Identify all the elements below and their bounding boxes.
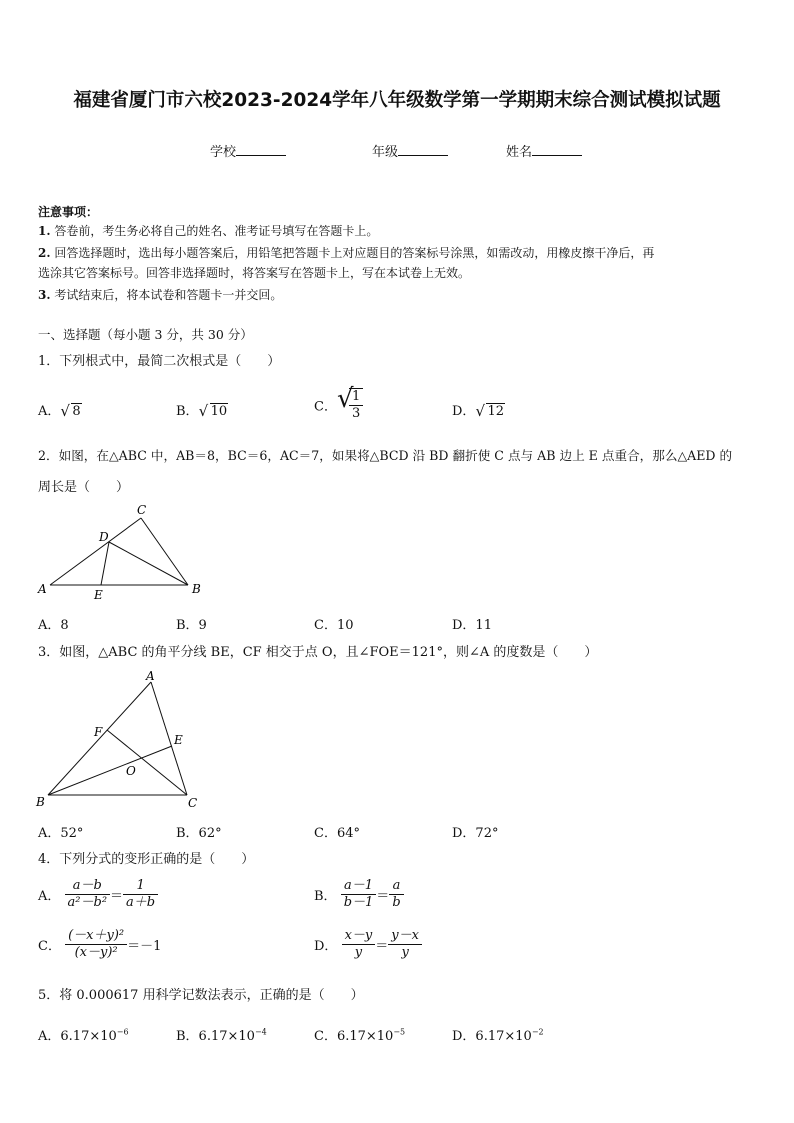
grade-field[interactable] — [372, 141, 448, 160]
name-field[interactable] — [506, 141, 582, 160]
name-label: 姓名 — [506, 145, 533, 160]
q2-option-c[interactable]: C．10 — [314, 618, 354, 633]
q3-bisector-be — [48, 746, 172, 795]
q3-label-f: F — [94, 725, 103, 739]
q1-option-d[interactable]: D． √ 12 — [452, 402, 504, 420]
q3-figure — [30, 668, 210, 817]
q4-option-c[interactable]: C． $\frac{\text{(－x＋y)²}}{\text{(x－y)²}}$ ＝－1 — [38, 928, 162, 960]
q3-label-b: B — [36, 795, 45, 809]
q1-stem: 1．下列根式中，最简二次根式是（ ） — [38, 354, 281, 369]
q5-stem: 5．将 0.000617 用科学记数法表示，正确的是（ ） — [38, 988, 364, 1003]
q4-option-b[interactable]: B． $\frac{a-1}{b-1}$ ＝ $\frac{a}{b}$ — [314, 878, 404, 911]
q2-stem-line2: 周长是（ ） — [38, 480, 130, 495]
q2-option-b[interactable]: B．9 — [176, 618, 207, 633]
q2-label-e: E — [94, 588, 103, 602]
note-3: 3. 考试结束后，将本试卷和答题卡一并交回。 — [38, 288, 283, 302]
note-2a: 2. 回答选择题时，选出每小题答案后，用铅笔把答题卡上对应题目的答案标号涂黑，如需改动，用橡皮擦干净后，再 — [38, 246, 655, 260]
q2-label-b: B — [192, 582, 201, 596]
q4-option-d[interactable]: D． $\frac{x-y}{y}$ ＝ $\frac{y-x}{y}$ — [314, 928, 422, 961]
note-1: 1. 答卷前，考生务必将自己的姓名、准考证号填写在答题卡上。 — [38, 224, 379, 238]
name-blank — [532, 143, 582, 156]
notes-heading: 注意事项： — [38, 205, 99, 219]
q3-option-d[interactable]: D．72° — [452, 826, 499, 841]
q3-option-c[interactable]: C．64° — [314, 826, 360, 841]
q3-stem: 3．如图，△ABC 的角平分线 BE，CF 相交于点 O，且∠FOE＝121°，则∠A 的度数是（ ） — [38, 645, 598, 660]
q2-side-bc — [141, 518, 188, 585]
q1-option-a[interactable]: A． √ 8 — [38, 402, 81, 420]
q3-option-a[interactable]: A．52° — [38, 826, 84, 841]
q2-label-d: D — [99, 530, 109, 544]
q5-option-c[interactable]: C．$6.17\times 10^{-5}$ — [314, 1027, 406, 1044]
q5-option-b[interactable]: B．$6.17\times 10^{-4}$ — [176, 1027, 267, 1044]
school-blank — [236, 143, 286, 156]
q5-option-a[interactable]: A．$6.17\times 10^{-6}$ — [38, 1027, 129, 1044]
q4-option-a[interactable]: A． $\frac{a-b}{\text{a²－b²}}$ ＝ $\frac{1}{a+b}$ — [38, 878, 158, 911]
q3-label-c: C — [188, 796, 198, 810]
q2-label-c: C — [137, 503, 147, 517]
q2-figure — [30, 502, 220, 606]
school-field[interactable] — [210, 141, 286, 160]
page-title: 福建省厦门市六校2023-2024学年八年级数学第一学期期末综合测试模拟试题 — [73, 90, 721, 111]
q2-segment-de — [101, 542, 109, 585]
school-label: 学校 — [210, 145, 237, 160]
q1-option-c[interactable]: C． √ $\frac{1}{3}$ — [314, 388, 363, 422]
q5-option-d[interactable]: D．$6.17\times 10^{-2}$ — [452, 1027, 544, 1044]
q3-label-e: E — [174, 733, 183, 747]
q3-label-o: O — [126, 764, 136, 778]
q1-option-b[interactable]: B． √ 10 — [176, 402, 228, 420]
q2-stem-line1: 2．如图，在△ABC 中，AB＝8，BC＝6，AC＝7，如果将△BCD 沿 BD 翻折使 C 点与 AB 边上 E 点重合，那么△AED 的 — [38, 448, 733, 463]
q2-label-a: A — [38, 582, 47, 596]
q3-label-a: A — [146, 669, 155, 683]
q2-option-a[interactable]: A．8 — [38, 618, 69, 633]
grade-blank — [398, 143, 448, 156]
q4-stem: 4．下列分式的变形正确的是（ ） — [38, 852, 255, 867]
q3-option-b[interactable]: B．62° — [176, 826, 222, 841]
grade-label: 年级 — [372, 145, 399, 160]
q2-segment-bd — [109, 542, 188, 585]
note-2b: 选涂其它答案标号。回答非选择题时，将答案写在答题卡上，写在本试卷上无效。 — [38, 266, 471, 280]
q2-option-d[interactable]: D．11 — [452, 618, 492, 633]
section-heading: 一、选择题（每小题 3 分，共 30 分） — [38, 327, 253, 342]
